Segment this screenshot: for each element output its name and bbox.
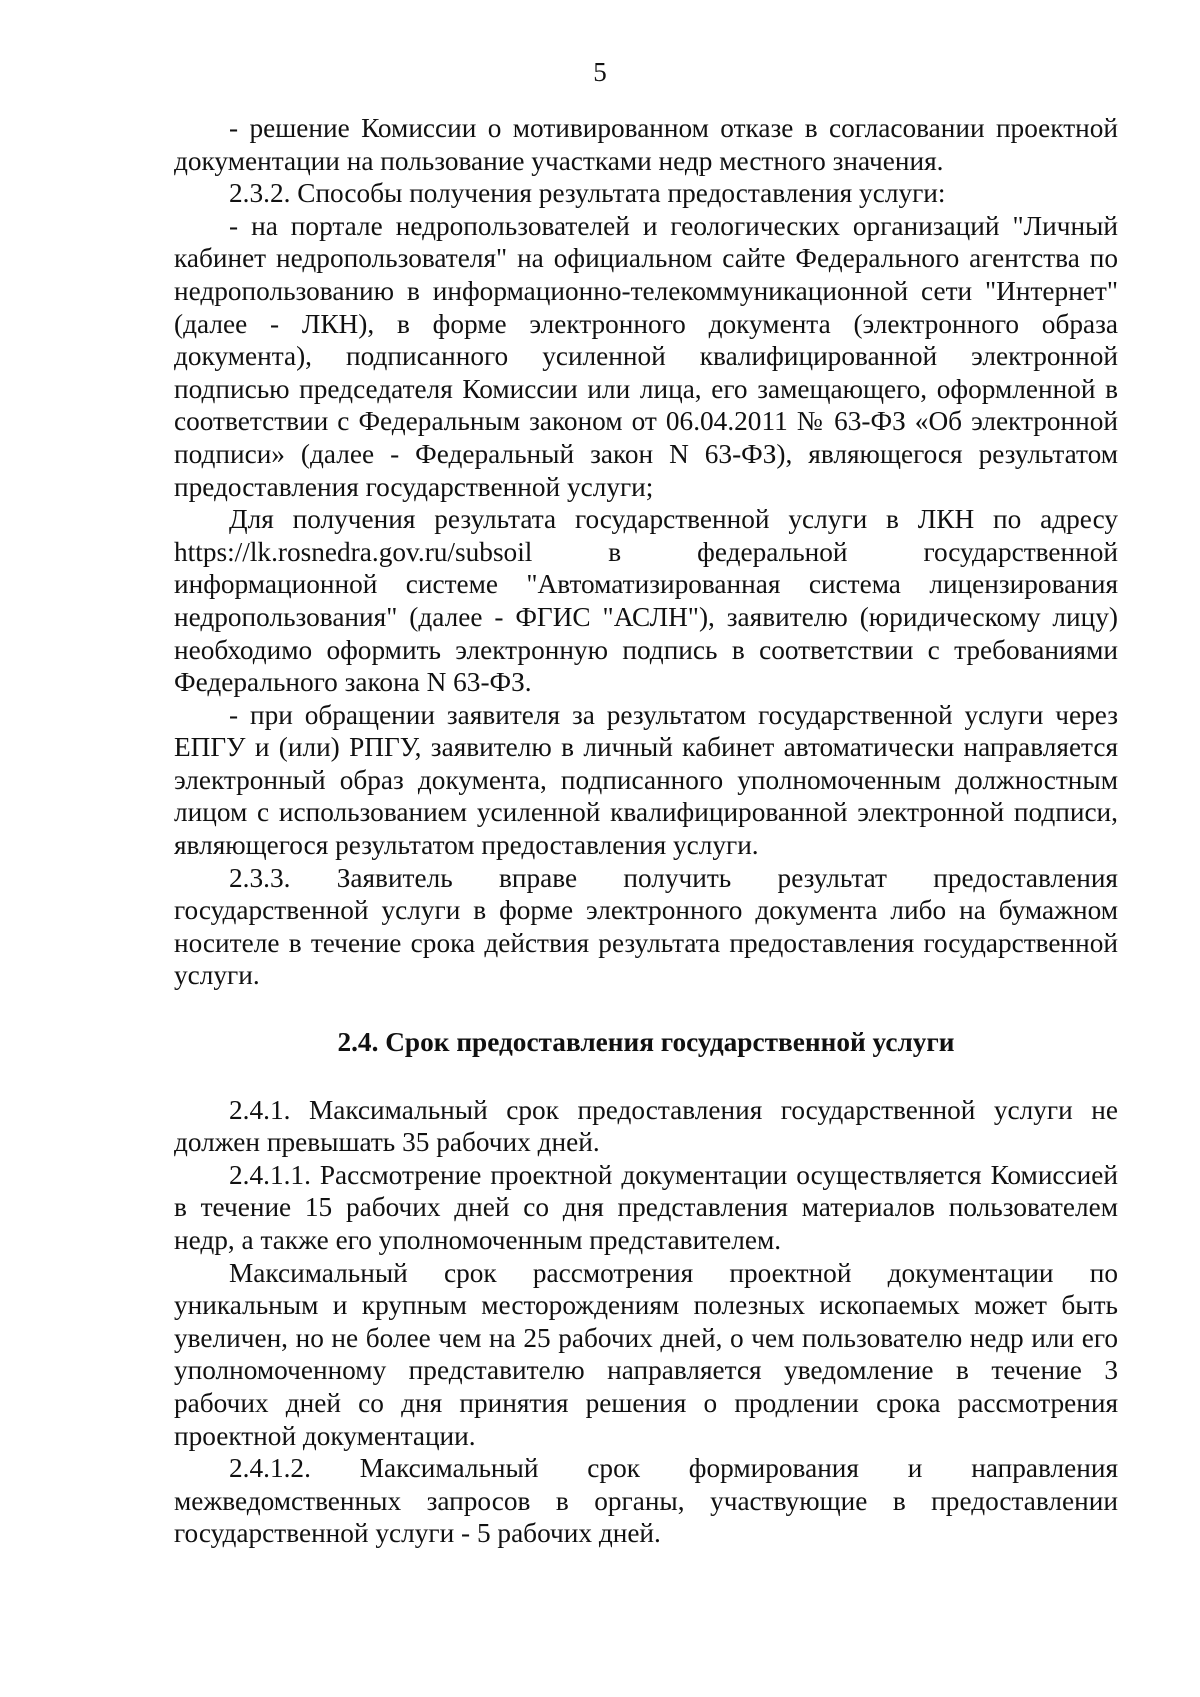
paragraph-2-4-1-1: 2.4.1.1. Рассмотрение проектной документации осуществляется Комиссией в течение 15 рабочих дней со дня представления материалов пользователем недр, а также его уполномоченным представителем. bbox=[174, 1159, 1118, 1255]
paragraph-max-review-term: Максимальный срок рассмотрения проектной документации по уникальным и крупным месторождениям полезных ископаемых может быть увеличен, но не более чем на 25 рабочих дней, о чем пользователю недр или его уполномоченному представителю направляется уведомление в течение 3 рабочих дней со дня принятия решения о продлении срока рассмотрения проектной документации. bbox=[174, 1257, 1118, 1451]
paragraph-2-3-2: 2.3.2. Способы получения результата предоставления услуги: bbox=[229, 178, 946, 209]
paragraph-lkn-address: Для получения результата государственной услуги в ЛКН по адресу https://lk.rosnedra.gov.ru/subsoil в федеральной государственной информационной системе "Автоматизированная система лицензирования недропользования" (далее - ФГИС "АСЛН"), заявителю (юридическому лицу) необходимо оформить электронную подпись в соответствии с требованиями Федерального закона N 63-ФЗ. bbox=[174, 504, 1118, 698]
paragraph-2-4-1: 2.4.1. Максимальный срок предоставления государственной услуги не должен превышать 35 рабочих дней. bbox=[174, 1094, 1118, 1158]
paragraph-lkn-portal: - на портале недропользователей и геологических организаций "Личный кабинет недропользователя" на официальном сайте Федерального агентства по недропользованию в информационно-телекоммуникационной сети "Интернет" (далее - ЛКН), в форме электронного документа (электронного образа документа), подписанного усиленной квалифицированной электронной подписью председателя Комиссии или лица, его замещающего, оформленной в соответствии с Федеральным законом от 06.04.2011 № 63-ФЗ «Об электронной подписи» (далее - Федеральный закон N 63-ФЗ), являющегося результатом предоставления государственной услуги; bbox=[174, 210, 1118, 502]
document-body bbox=[174, 112, 1118, 1550]
paragraph-refusal-decision: - решение Комиссии о мотивированном отказе в согласовании проектной документации на пользование участками недр местного значения. bbox=[174, 113, 1118, 176]
paragraph-2-3-3: 2.3.3. Заявитель вправе получить результат предоставления государственной услуги в форме электронного документа либо на бумажном носителе в течение срока действия результата предоставления государственной услуги. bbox=[174, 862, 1118, 991]
paragraph-epgu-rpgu: - при обращении заявителя за результатом государственной услуги через ЕПГУ и (или) РПГУ, заявителю в личный кабинет автоматически направляется электронный образ документа, подписанного уполномоченным должностным лицом с использованием усиленной квалифицированной электронной подписи, являющегося результатом предоставления услуги. bbox=[174, 699, 1118, 861]
page-number: 5 bbox=[593, 57, 607, 87]
paragraph-2-4-1-2: 2.4.1.2. Максимальный срок формирования и направления межведомственных запросов в органы, участвующие в предоставлении государственной услуги - 5 рабочих дней. bbox=[174, 1453, 1118, 1549]
section-heading-2-4: 2.4. Срок предоставления государственной услуги bbox=[337, 1027, 955, 1058]
